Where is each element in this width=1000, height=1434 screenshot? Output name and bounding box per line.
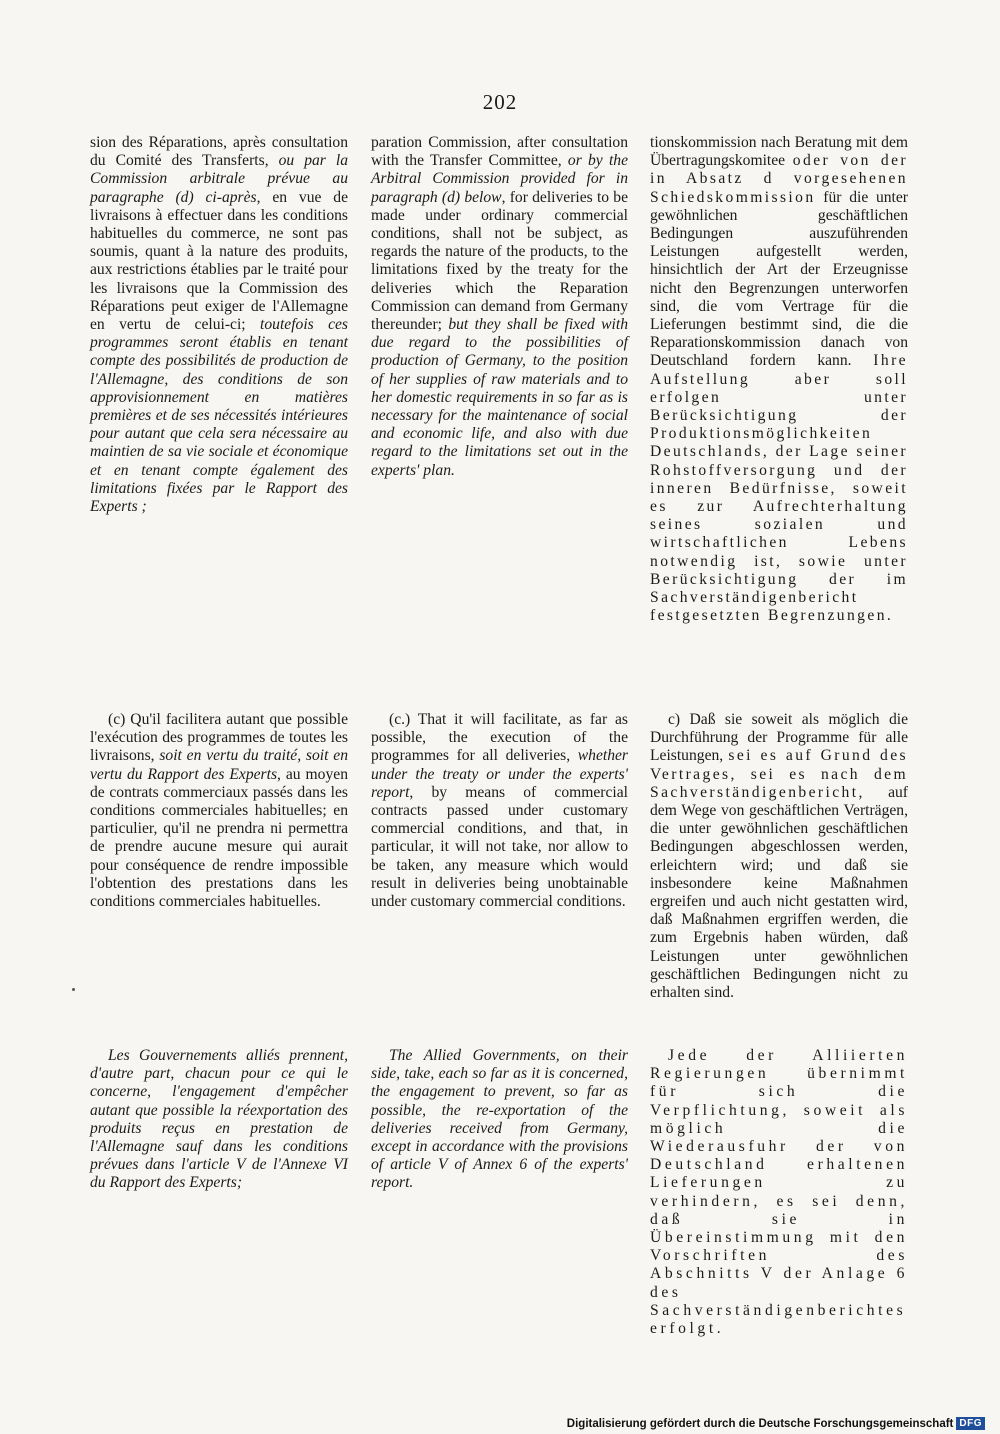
text-run: (c.) That it will facilitate, as far as possible, the execution of the programmes for all deliveries, (371, 711, 628, 765)
italic-run: whether under the treaty or under the experts' report (371, 747, 628, 801)
italic-run: ou par la Commission arbitrale prévue au paragraphe (d) ci-après (90, 152, 349, 206)
text-run: , by means of commercial contracts passed under customary commercial conditions, and that, in particular, it will not take, nor allow to be taken, any measure which would result in deliveries being unobtainable under customary commercial conditions. (371, 783, 628, 911)
french-paragraph-b-continued (90, 134, 348, 516)
text-run: tionskommission nach Beratung mit dem Übertragungskomitee (650, 134, 908, 170)
page-number: 202 (482, 90, 518, 114)
italic-run: toutefois ces programmes seront établis en tenant compte des possibilités de production de l'Allemagne, des conditions de son approvisionnement en matières premières et de ses nécessités intérieures pour autant que cela sera nécessaire au maintien de sa vie sociale et économique et en tenant compte également des limitations fixées par le Rapport des Experts ; (90, 316, 348, 516)
german-paragraph-c (650, 711, 908, 1002)
spaced-run: sei es auf Grund des Vertrages, sei es nach dem Sachverständigenbericht (650, 747, 909, 801)
text-run: , for deliveries to be made under ordinary commercial conditions, shall not be subject, as regards the nature of the products, to the limitations fixed by the treaty for the deliveries which the Reparation Commission can demand from Germany thereunder; (371, 188, 629, 334)
english-paragraph-c (371, 711, 628, 911)
spaced-run: oder von der in Absatz d vorgesehenen Schiedskommission (650, 152, 908, 206)
italic-run: Les Gouvernements alliés prennent, d'autre part, chacun pour ce qui le concerne, l'engagement d'empêcher autant que possible la réexportation des produits reçus en prestation de l'Allemagne sauf dans les conditions prévues dans l'article V de l'Annexe VI du Rapport des Experts; (90, 1047, 348, 1192)
english-closing-paragraph (371, 1047, 628, 1193)
german-closing-paragraph (650, 1047, 908, 1338)
italic-run: The Allied Governments, on their side, take, each so far as it is concerned, the engagement to prevent, so far as possible, the re-exportation of the deliveries received from Germany, except in accordance with the provisions of article V of Annex 6 of the experts' report. (371, 1047, 628, 1192)
text-run: paration Commission, after consultation with the Transfer Committee, (371, 134, 628, 170)
french-paragraph-c (90, 711, 348, 911)
english-paragraph-b-continued (371, 134, 628, 480)
text-run: , en vue de livraisons à effectuer dans les conditions habituelles du commerce, ne sont pas soumis, quant à la nature des produits, aux restrictions établies par le traité pour les livraisons que la Commission des Réparations peut exiger de l'Allemagne en vertu de celui-ci; (90, 188, 348, 334)
spaced-run: Jede der Alliierten Regierungen übernimmt für sich die Verpflichtung, soweit als möglich die Wiederausfuhr der von Deutschland erhaltenen Lieferungen zu verhindern, es sei denn, daß sie in Übereinstimmung mit den Vorschriften des Abschnitts V der Anlage 6 des Sachverständigenberichtes erfolgt. (650, 1047, 908, 1338)
french-closing-paragraph (90, 1047, 348, 1193)
text-run: , au moyen de contrats commerciaux passés dans les conditions commerciales habituelles; en particulier, qu'il ne prendra ni permettra de prendre aucune mesure qui aurait pour conséquence de rendre impossible l'obtention des prestations dans les conditions commerciales habituelles. (90, 765, 348, 911)
footer-credit (0, 1417, 985, 1430)
text-run: sion des Réparations, après consultation du Comité des Transferts, (90, 134, 348, 170)
footer-text: Digitalisierung gefördert durch die Deutsche Forschungsgemeinschaft (566, 1418, 954, 1430)
text-run: , auf dem Wege von geschäftlichen Verträgen, die unter gewöhnlichen geschäftlichen Bedingungen abgeschlossen werden, erleichtern wird; und daß sie insbesondere keine Maßnahmen ergreifen und auch nicht gestatten wird, daß Maßnahmen ergriffen werden, die zum Ergebnis haben würden, daß Leistungen unter gewöhnlichen geschäftlichen Bedingungen nicht zu erhalten sind. (650, 783, 908, 1002)
dfg-logo: DFG (956, 1417, 985, 1430)
italic-run: soit en vertu du traité, soit en vertu du Rapport des Experts (90, 747, 348, 783)
italic-run: or by the Arbitral Commission provided for in paragraph (d) below (371, 152, 628, 206)
text-run: für die unter gewöhnlichen geschäftlichen Bedingungen auszuführenden Leistungen aufgestellt werden, hinsichtlich der Art der Erzeugnisse nicht den Begrenzungen unterworfen sind, die vom Vertrage für die Lieferungen bestimmt sind, die die Reparationskommission danach von Deutschland fordern kann. (650, 188, 908, 370)
text-run: (c) Qu'il facilitera autant que possible l'exécution des programmes de toutes les livraisons, (90, 711, 348, 765)
italic-run: but they shall be fixed with due regard to the possibilities of production of Germany, to the position of her supplies of raw materials and to her domestic requirements in so far as is necessary for the maintenance of social and economic life, and also with due regard to the limitations set out in the experts' plan. (371, 316, 629, 479)
text-run: c) Daß sie soweit als möglich die Durchführung der Programme für alle Leistungen, (650, 711, 908, 765)
spaced-run: Ihre Aufstellung aber soll erfolgen unter Berücksichtigung der Produktionsmöglichkeiten Deutschlands, der Lage seiner Rohstoffversorgung und der inneren Bedürfnisse, soweit es zur Aufrechterhaltung seines sozialen und wirtschaftlichen Lebens notwendig ist, sowie unter Berücksichtigung der im Sachverständigenbericht festgesetzten Begrenzungen. (650, 352, 908, 625)
german-paragraph-b-continued (650, 134, 908, 625)
scan-speck (72, 988, 75, 991)
